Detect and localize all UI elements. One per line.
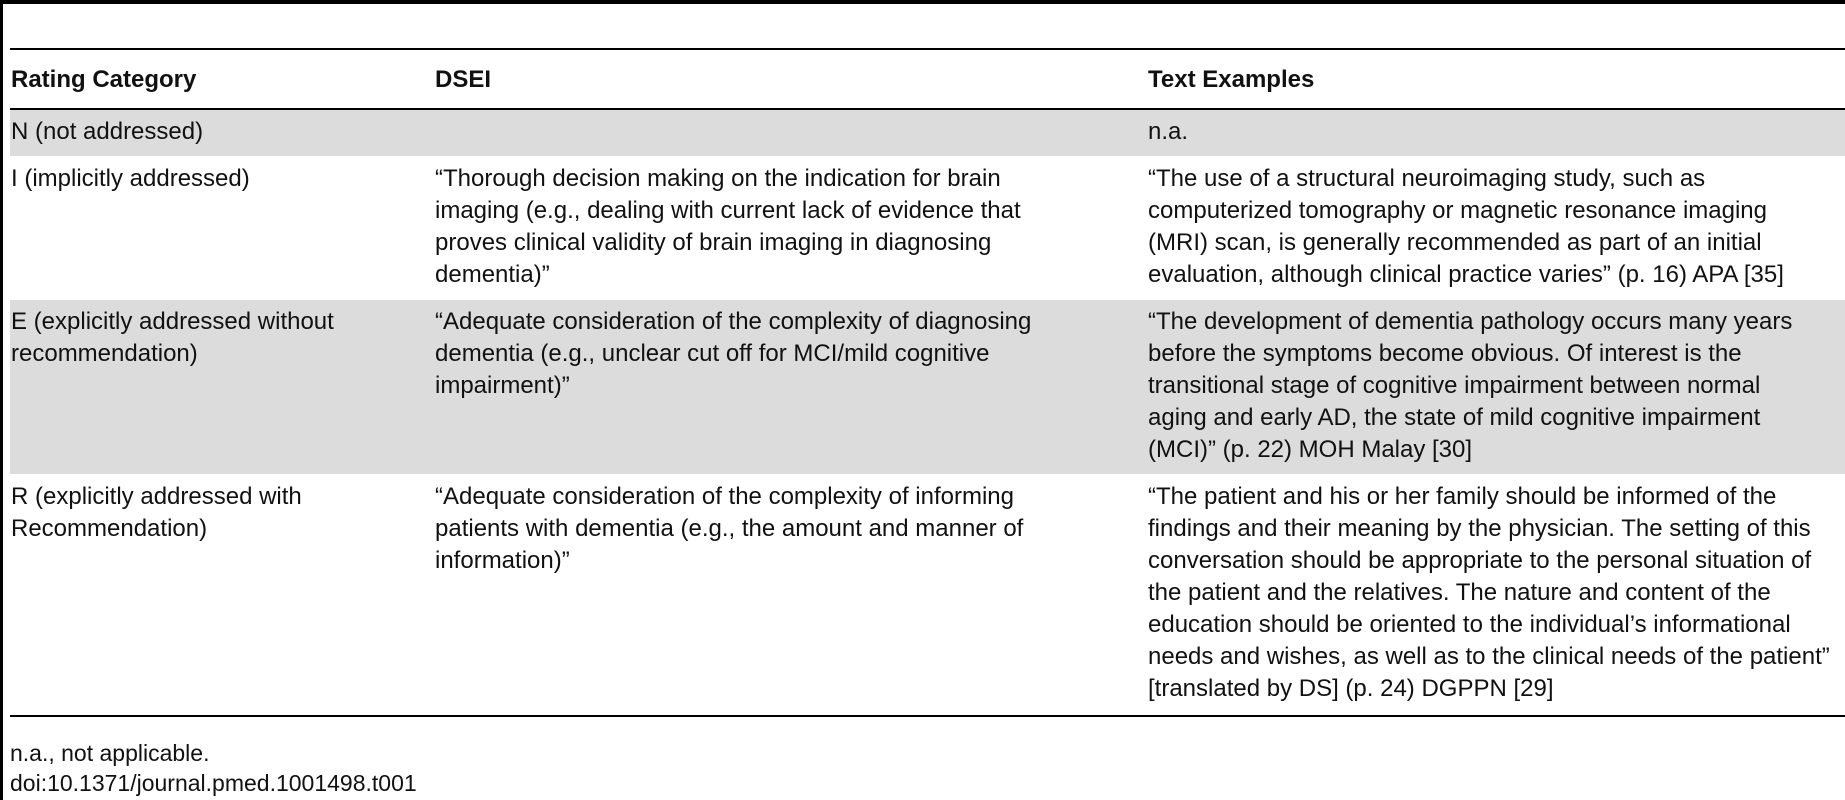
rating-table <box>10 48 1845 717</box>
cell-rating-category: I (implicitly addressed) <box>10 157 434 300</box>
cell-text-example: “The use of a structural neuroimaging study, such as computerized tomography or magnetic resonance imaging (MRI) scan, is generally recommended as part of an initial evaluation, although clinical practice varies” (p. 16) APA [35] <box>1147 157 1845 300</box>
top-rule <box>0 0 1845 4</box>
table-row <box>10 300 1845 475</box>
cell-dsei: “Thorough decision making on the indication for brain imaging (e.g., dealing with current lack of evidence that proves clinical validity of brain imaging in diagnosing dementia)” <box>434 157 1147 300</box>
footnote-abbreviation: n.a., not applicable. <box>10 740 210 766</box>
left-border <box>0 0 3 800</box>
table-row <box>10 475 1845 717</box>
table-row <box>10 109 1845 157</box>
table-row <box>10 157 1845 300</box>
cell-text-example: “The development of dementia pathology occurs many years before the symptoms become obvious. Of interest is the transitional stage of cognitive impairment between normal aging and early AD, the state of mild cognitive impairment (MCI)” (p. 22) MOH Malay [30] <box>1147 300 1845 475</box>
cell-rating-category: R (explicitly addressed with Recommendation) <box>10 475 434 717</box>
header-rating-category: Rating Category <box>10 49 434 109</box>
header-row <box>10 49 1845 109</box>
cell-dsei <box>434 109 1147 157</box>
table-container <box>10 48 1845 717</box>
header-dsei: DSEI <box>434 49 1147 109</box>
cell-text-example: n.a. <box>1147 109 1845 157</box>
cell-rating-category: N (not addressed) <box>10 109 434 157</box>
table-body <box>10 109 1845 716</box>
header-text-examples: Text Examples <box>1147 49 1845 109</box>
cell-rating-category: E (explicitly addressed without recommendation) <box>10 300 434 475</box>
cell-dsei: “Adequate consideration of the complexity of diagnosing dementia (e.g., unclear cut off for MCI/mild cognitive impairment)” <box>434 300 1147 475</box>
cell-text-example: “The patient and his or her family should be informed of the findings and their meaning by the physician. The setting of this conversation should be appropriate to the personal situation of the patient and the relatives. The nature and content of the education should be oriented to the individual’s informational needs and wishes, as well as to the clinical needs of the patient” [translated by DS] (p. 24) DGPPN [29] <box>1147 475 1845 717</box>
cell-dsei: “Adequate consideration of the complexity of informing patients with dementia (e.g., the amount and manner of information)” <box>434 475 1147 717</box>
footnote-doi: doi:10.1371/journal.pmed.1001498.t001 <box>10 770 417 796</box>
table-footnotes <box>10 738 417 798</box>
